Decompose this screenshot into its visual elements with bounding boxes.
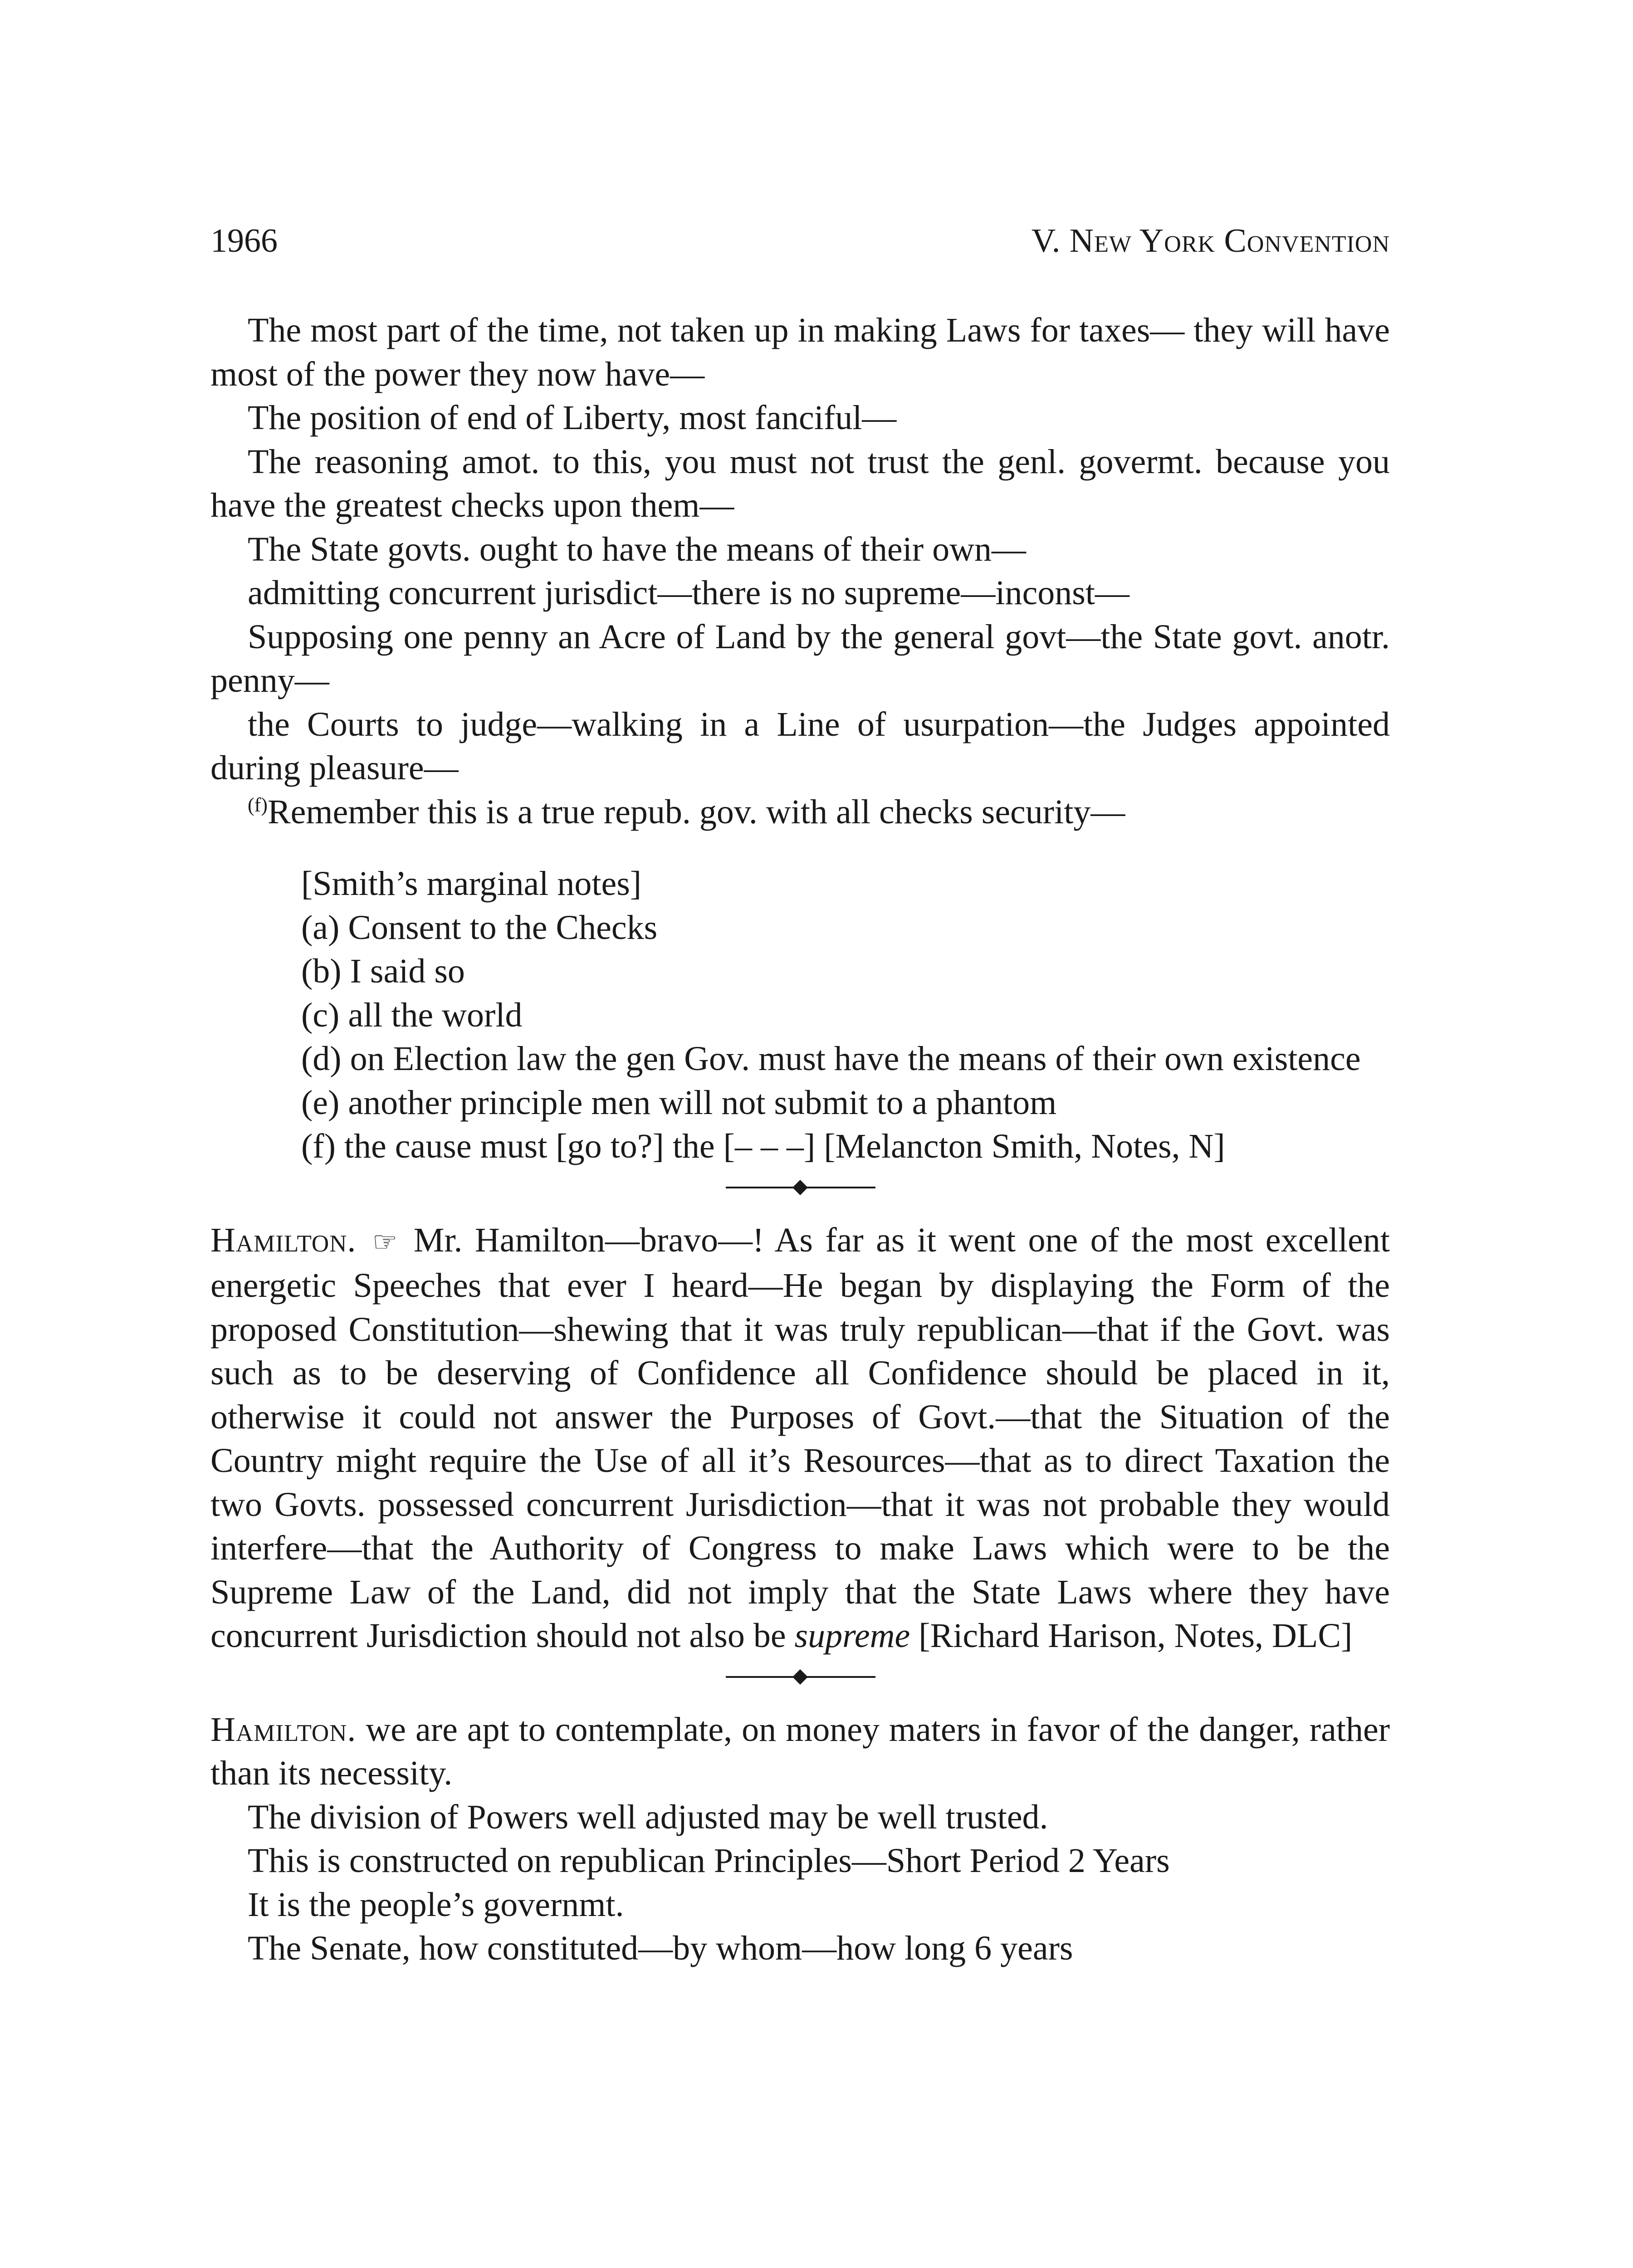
hamilton-line: This is constructed on republican Principles—Short Period 2 Years	[248, 1842, 1170, 1880]
hamilton-first-paragraph	[210, 1708, 1390, 1795]
hamilton-notes-section	[210, 1708, 1390, 1970]
marginal-note: (a) Consent to the Checks	[301, 908, 658, 947]
speaker-name: Hamilton.	[210, 1710, 357, 1749]
section-divider	[210, 1168, 1390, 1205]
marginal-notes-heading: [Smith’s marginal notes]	[301, 865, 642, 903]
harison-paragraph	[210, 1218, 1390, 1658]
hamilton-line: The division of Powers well adjusted may be well trusted.	[248, 1798, 1048, 1836]
page-header	[210, 220, 1390, 261]
note-mark: (f)	[248, 793, 268, 816]
hamilton-line: It is the people’s governmt.	[248, 1885, 624, 1924]
smith-notes-section	[210, 308, 1390, 1168]
smith-line-last	[210, 790, 1390, 834]
harison-text: Mr. Hamilton—bravo—! As far as it went one of the most excellent energetic Speeches that ever I heard—He began by displaying the Form of the proposed Constitution—shewing that it was truly republican—that if the Govt. was such as to be deserving of Confidence all Confidence should be placed in it, otherwise it could not answer the Purposes of Govt.—that the Situation of the Country might require the Use of all it’s Resources—that as to direct Taxation the two Govts. possessed concurrent Jurisdiction—that it was not probable they would interfere—that the Authority of Congress to make Laws which were to be the Supreme Law of the Land, did not imply that the State Laws where they have concurrent Jurisdiction should not also be	[210, 1221, 1390, 1655]
smith-line: The position of end of Liberty, most fanciful—	[248, 399, 897, 437]
pointing-hand-icon: ☞	[372, 1225, 398, 1258]
smith-line: the Courts to judge—walking in a Line of usurpation—the Judges appointed during pleasure—	[210, 705, 1390, 787]
hamilton-text: we are apt to contemplate, on money maters in favor of the danger, rather than its necessity.	[210, 1710, 1390, 1792]
speaker-name: Hamilton.	[210, 1221, 357, 1259]
marginal-note: (c) all the world	[301, 996, 523, 1034]
running-head: V. New York Convention	[1031, 222, 1390, 259]
harison-notes-section	[210, 1218, 1390, 1658]
divider-diamond-icon	[792, 1669, 808, 1685]
marginal-note: (b) I said so	[301, 952, 465, 990]
smith-line: The reasoning amot. to this, you must not trust the genl. govermt. because you have the greatest checks upon them—	[210, 442, 1390, 524]
document-page	[210, 0, 1390, 2268]
page-content	[210, 308, 1390, 1970]
marginal-note: (e) another principle men will not submit to a phantom	[301, 1083, 1057, 1122]
section-divider	[210, 1658, 1390, 1694]
smith-line: Supposing one penny an Acre of Land by the general govt—the State govt. anotr. penny—	[210, 617, 1390, 699]
smith-line-last-text: Remember this is a true repub. gov. with all checks security—	[267, 792, 1125, 831]
smith-line: The State govts. ought to have the means of their own—	[248, 530, 1026, 568]
page-number: 1966	[210, 222, 278, 259]
marginal-note: (f) the cause must [go to?] the [– – –] [Melancton Smith, Notes, N]	[301, 1127, 1225, 1165]
marginal-notes	[210, 862, 1390, 1168]
harison-citation: [Richard Harison, Notes, DLC]	[919, 1617, 1353, 1655]
smith-line: admitting concurrent jurisdict—there is no supreme—inconst—	[248, 574, 1129, 612]
marginal-note: (d) on Election law the gen Gov. must have the means of their own existence	[301, 1040, 1361, 1078]
smith-line: The most part of the time, not taken up in making Laws for taxes— they will have most of the power they now have—	[210, 311, 1390, 393]
divider-diamond-icon	[792, 1180, 808, 1195]
italic-word: supreme	[794, 1617, 910, 1655]
hamilton-line: The Senate, how constituted—by whom—how long 6 years	[248, 1929, 1073, 1967]
